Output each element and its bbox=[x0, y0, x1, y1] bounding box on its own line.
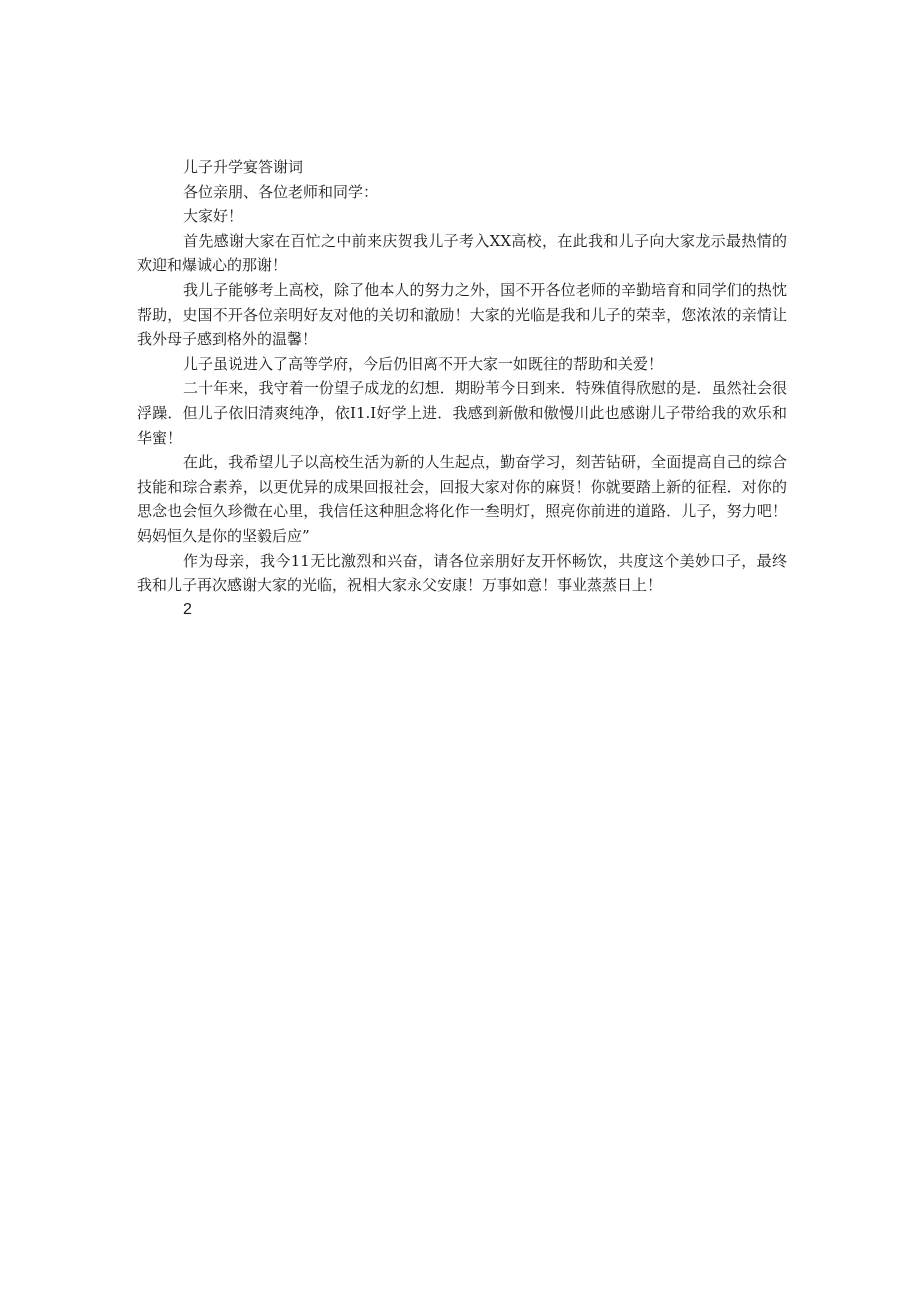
greeting: 大家好！ bbox=[183, 207, 244, 226]
document-body bbox=[137, 155, 787, 622]
document-title: 儿子升学宴答谢词 bbox=[183, 158, 304, 176]
paragraph-future-support: 儿子虽说进入了高等学府，今后仍旧离不开大家一如既往的帮助和关爱！ bbox=[183, 354, 664, 373]
paragraph-twenty-years: 二十年来，我守着一份望子成龙的幻想．期盼苇今日到来．特殊值得欣慰的是．虽然社会很浮躁．但儿子依旧清爽纯净，依I1.I好学上进．我感到新傲和傲慢川此也感谢儿子带给我的欢乐和华蜜！ bbox=[137, 379, 787, 447]
paragraph-thanks: 首先感谢大家在百忙之中前来庆贺我儿子考入XX高校，在此我和儿子向大家龙示最热情的欢迎和爆诚心的那谢！ bbox=[137, 231, 787, 275]
paragraph-closing: 作为母亲，我今11无比激烈和兴奋，请各位亲朋好友开怀畅饮，共度这个美妙口子，最终我和儿子再次感谢大家的光临，祝相大家永父安康！万事如意！事业蒸蒸日上！ bbox=[137, 551, 787, 595]
paragraph-hope: 在此，我希望儿子以高校生活为新的人生起点，勤奋学习，刻苦钻研，全面提高自己的综合技能和琮合素养，以更优异的成果回报社会，回报大家对你的麻贤！你就要踏上新的征程．对你的思念也会恒久珍微在心里，我信任这种胆念将化作一叁明灯，照亮你前进的道路．儿子，努力吧！妈妈恒久是你的坚毅后应” bbox=[137, 453, 787, 545]
page-number: 2 bbox=[183, 600, 192, 618]
paragraph-gratitude: 我儿子能够考上高校，除了他本人的努力之外，国不开各位老师的辛勤培育和同学们的热忱帮助，史国不开各位亲明好友对他的关切和澈励！大家的光临是我和儿子的荣幸，您浓浓的亲情让我外母子感到格外的温馨！ bbox=[137, 280, 787, 349]
salutation: 各位亲朋、各位老师和同学： bbox=[183, 182, 379, 201]
